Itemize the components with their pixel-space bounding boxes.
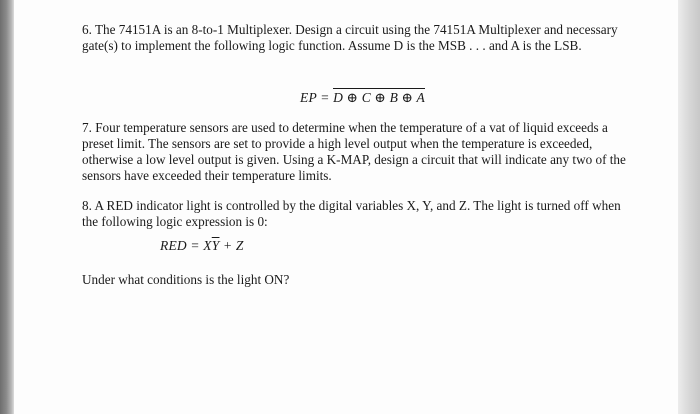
- problem-8-question: Under what conditions is the light ON?: [82, 272, 290, 287]
- equation-ep-rhs: D ⊕ C ⊕ B ⊕ A: [333, 90, 425, 105]
- problem-8-body: A RED indicator light is controlled by the digital variables X, Y, and Z. The light is turned off when the following logic expression is 0:: [82, 198, 621, 229]
- equation-red-y-bar: $\overline{Y}$: [211, 238, 220, 253]
- problem-8-text: [82, 198, 638, 230]
- problem-7-number: 7.: [82, 120, 92, 135]
- problem-7: [82, 120, 638, 184]
- problem-7-text: [82, 120, 638, 184]
- problem-6: [82, 22, 638, 54]
- equation-ep-lhs: EP =: [300, 90, 334, 105]
- problem-6-body: The 74151A is an 8-to-1 Multiplexer. Design a circuit using the 74151A Multiplexer and necessary gate(s) to implement the following logic function. Assume D is the MSB . . . and A is the LSB.: [82, 22, 618, 53]
- problem-8: [82, 198, 638, 230]
- problem-6-number: 6.: [82, 22, 92, 37]
- page-shadow-left: [0, 0, 14, 414]
- problem-6-text: [82, 22, 638, 54]
- page-shadow-right: [678, 0, 700, 414]
- equation-red-tail: + Z: [219, 238, 244, 253]
- problem-8-number: 8.: [82, 198, 92, 213]
- problem-7-body: Four temperature sensors are used to determine when the temperature of a vat of liquid exceeds a preset limit. The sensors are set to provide a high level output when the temperature is exceeded, otherwise a low level output is given. Using a K-MAP, design a circuit that will indicate any two of the sensors have exceeded their temperature limits.: [82, 120, 626, 183]
- problem-6-equation: [300, 88, 425, 106]
- equation-red-lhs: RED = X: [160, 238, 212, 253]
- problem-8-equation: [160, 238, 244, 254]
- problem-8-question-block: [82, 272, 289, 288]
